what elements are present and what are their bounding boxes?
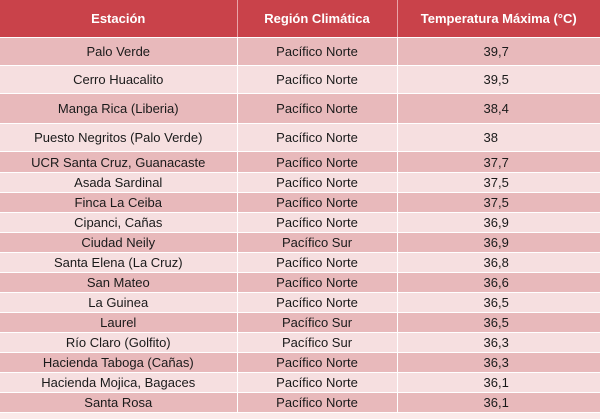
station-cell: San Mateo <box>0 273 237 293</box>
temperature-cell: 36,5 <box>397 293 600 313</box>
region-cell: Pacífico Sur <box>237 333 397 353</box>
temperature-cell: 37,7 <box>397 152 600 173</box>
region-cell: Pacífico Norte <box>237 124 397 152</box>
table-row <box>0 373 600 393</box>
table-row <box>0 173 600 193</box>
table-header-row <box>0 0 600 38</box>
region-cell: Pacífico Norte <box>237 253 397 273</box>
table-row <box>0 233 600 253</box>
station-cell: Río Claro (Golfito) <box>0 333 237 353</box>
station-cell: Cerro Huacalito <box>0 66 237 94</box>
station-cell: Ciudad Neily <box>0 233 237 253</box>
temperature-cell: 36,8 <box>397 253 600 273</box>
station-cell: Laurel <box>0 313 237 333</box>
station-cell: Manga Rica (Liberia) <box>0 94 237 124</box>
station-cell: Puesto Negritos (Palo Verde) <box>0 124 237 152</box>
region-cell: Pacífico Norte <box>237 173 397 193</box>
station-cell: Santa Elena (La Cruz) <box>0 253 237 273</box>
temperature-cell: 37,5 <box>397 193 600 213</box>
region-cell: Pacífico Norte <box>237 373 397 393</box>
table-row <box>0 313 600 333</box>
temperature-cell: 37,5 <box>397 173 600 193</box>
table-row <box>0 253 600 273</box>
temperature-cell: 38,4 <box>397 94 600 124</box>
header-region-climatica: Región Climática <box>237 0 397 38</box>
region-cell: Pacífico Norte <box>237 293 397 313</box>
temperature-cell: 36,9 <box>397 233 600 253</box>
region-cell: Pacífico Norte <box>237 213 397 233</box>
region-cell: Pacífico Norte <box>237 94 397 124</box>
table-row <box>0 353 600 373</box>
station-cell: Asada Sardinal <box>0 173 237 193</box>
region-cell: Pacífico Norte <box>237 66 397 94</box>
temperature-cell: 36,9 <box>397 213 600 233</box>
region-cell: Pacífico Sur <box>237 233 397 253</box>
table-row <box>0 273 600 293</box>
table-row <box>0 293 600 313</box>
region-cell: Pacífico Norte <box>237 353 397 373</box>
temperature-cell: 36,3 <box>397 333 600 353</box>
station-cell: Cipanci, Cañas <box>0 213 237 233</box>
temperature-cell: 39,5 <box>397 66 600 94</box>
region-cell: Pacífico Norte <box>237 393 397 413</box>
region-cell: Pacífico Norte <box>237 38 397 66</box>
temperature-cell: 39,7 <box>397 38 600 66</box>
table-row <box>0 66 600 94</box>
station-cell: Hacienda Mojica, Bagaces <box>0 373 237 393</box>
temperature-cell: 36,6 <box>397 273 600 293</box>
table-row <box>0 38 600 66</box>
table-row <box>0 213 600 233</box>
table-row <box>0 94 600 124</box>
temperature-cell: 36,3 <box>397 353 600 373</box>
temperature-cell: 36,1 <box>397 393 600 413</box>
region-cell: Pacífico Norte <box>237 273 397 293</box>
table-row <box>0 193 600 213</box>
temperature-cell: 36,1 <box>397 373 600 393</box>
table-row <box>0 333 600 353</box>
table-row <box>0 152 600 173</box>
region-cell: Pacífico Norte <box>237 152 397 173</box>
region-cell: Pacífico Sur <box>237 313 397 333</box>
station-cell: La Guinea <box>0 293 237 313</box>
station-cell: Santa Rosa <box>0 393 237 413</box>
header-estacion: Estación <box>0 0 237 38</box>
station-cell: Palo Verde <box>0 38 237 66</box>
station-cell: Hacienda Taboga (Cañas) <box>0 353 237 373</box>
station-cell: Finca La Ceiba <box>0 193 237 213</box>
region-cell: Pacífico Norte <box>237 193 397 213</box>
table-row <box>0 124 600 152</box>
temperature-cell: 36,5 <box>397 313 600 333</box>
table-row <box>0 393 600 413</box>
temperature-cell: 38 <box>397 124 600 152</box>
table-body <box>0 38 600 413</box>
station-cell: UCR Santa Cruz, Guanacaste <box>0 152 237 173</box>
header-temperatura-maxima: Temperatura Máxima (°C) <box>397 0 600 38</box>
